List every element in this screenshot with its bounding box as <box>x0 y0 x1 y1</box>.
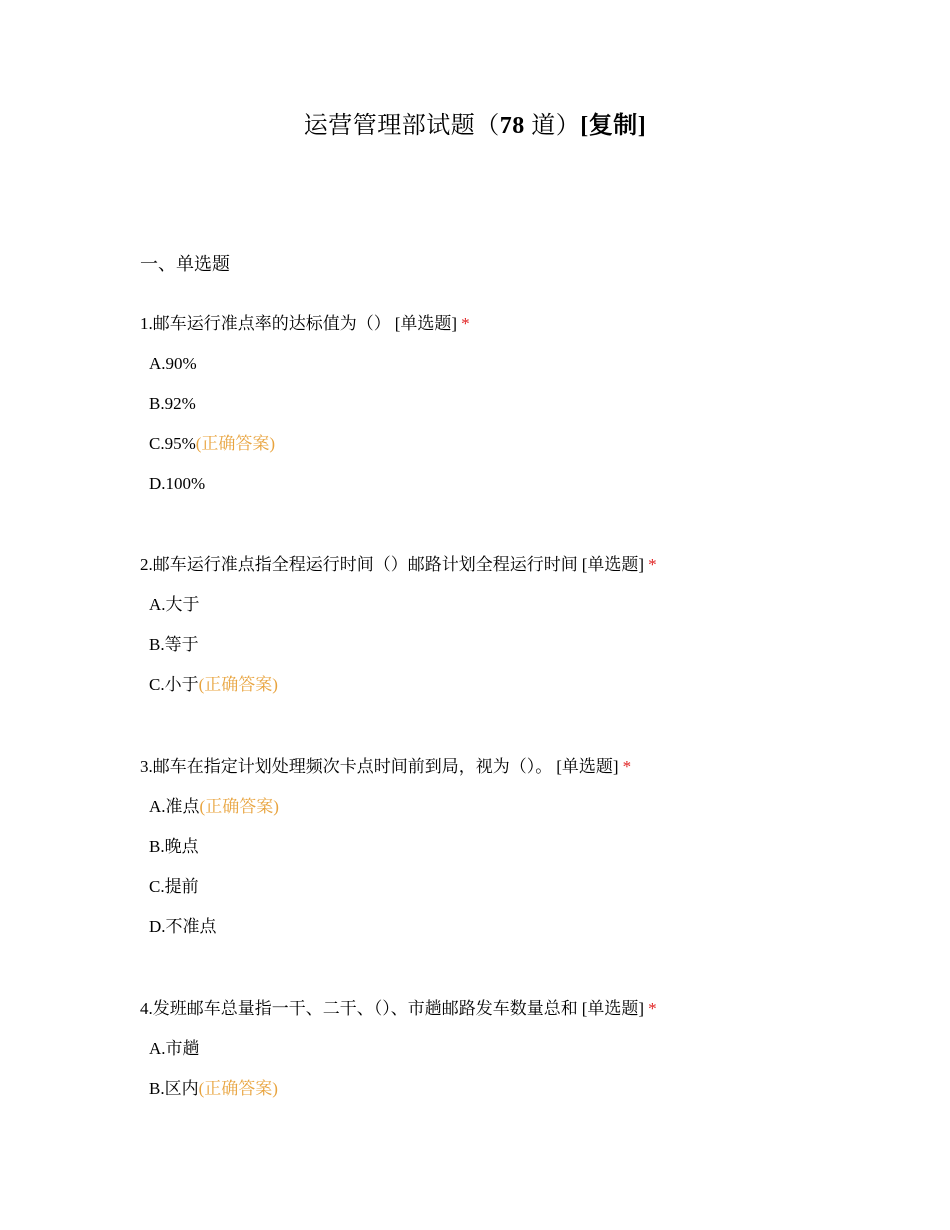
question-4 <box>140 996 840 1116</box>
question-type-tag: [单选题] <box>394 314 458 333</box>
question-3 <box>140 754 840 954</box>
required-star: * <box>461 314 470 333</box>
title-question-count: 78 <box>499 113 525 139</box>
option-d[interactable] <box>149 914 840 954</box>
option-b[interactable] <box>149 391 840 431</box>
option-c[interactable] <box>149 672 840 712</box>
correct-answer-tag: (正确答案) <box>195 434 276 453</box>
option-list <box>140 794 840 954</box>
option-text: D.100% <box>149 474 206 493</box>
option-text: C.小于 <box>149 675 199 694</box>
option-a[interactable] <box>149 794 840 834</box>
question-text: 4.发班邮车总量指一干、二干、（）、市趟邮路发车数量总和 <box>140 999 578 1018</box>
correct-answer-tag: (正确答案) <box>198 1079 278 1098</box>
question-stem <box>140 311 840 337</box>
correct-answer-tag: (正确答案) <box>198 675 278 694</box>
question-type-tag: [单选题] <box>581 555 645 574</box>
option-list <box>140 351 840 511</box>
question-stem <box>140 552 840 578</box>
option-a[interactable] <box>149 1036 840 1076</box>
question-stem <box>140 996 840 1022</box>
option-c[interactable] <box>149 874 840 914</box>
option-text: A.市趟 <box>149 1039 200 1058</box>
option-list <box>140 592 840 712</box>
option-b[interactable] <box>149 632 840 672</box>
question-1 <box>140 311 840 511</box>
question-text: 1.邮车运行准点率的达标值为（） <box>140 314 391 333</box>
title-copy-tag: [复制] <box>580 113 647 139</box>
option-list <box>140 1036 840 1116</box>
option-c[interactable] <box>149 431 840 471</box>
option-text: A.90% <box>149 354 197 373</box>
question-stem <box>140 754 840 780</box>
option-text: D.不准点 <box>149 917 217 936</box>
section-heading: 一、单选题 <box>140 254 230 274</box>
option-text: B.晚点 <box>149 837 199 856</box>
page-title <box>0 108 950 144</box>
option-text: B.等于 <box>149 635 199 654</box>
question-text: 2.邮车运行准点指全程运行时间（）邮路计划全程运行时间 <box>140 555 578 574</box>
required-star: * <box>648 999 657 1018</box>
option-text: A.准点 <box>149 797 200 816</box>
option-text: C.95% <box>149 434 196 453</box>
required-star: * <box>622 757 632 776</box>
option-a[interactable] <box>149 592 840 632</box>
option-a[interactable] <box>149 351 840 391</box>
option-d[interactable] <box>149 471 840 511</box>
option-text: B.92% <box>149 394 196 413</box>
question-2 <box>140 552 840 712</box>
option-b[interactable] <box>149 1076 840 1116</box>
option-text: A.大于 <box>149 595 200 614</box>
title-prefix: 运营管理部试题（ <box>303 113 500 139</box>
correct-answer-tag: (正确答案) <box>199 797 279 816</box>
title-middle: 道） <box>524 113 581 139</box>
required-star: * <box>648 555 657 574</box>
option-b[interactable] <box>149 834 840 874</box>
option-text: B.区内 <box>149 1079 199 1098</box>
question-text: 3.邮车在指定计划处理频次卡点时间前到局，视为（）。 <box>140 757 553 776</box>
option-text: C.提前 <box>149 877 199 896</box>
question-type-tag: [单选题] <box>581 999 645 1018</box>
question-type-tag: [单选题] <box>556 757 619 776</box>
